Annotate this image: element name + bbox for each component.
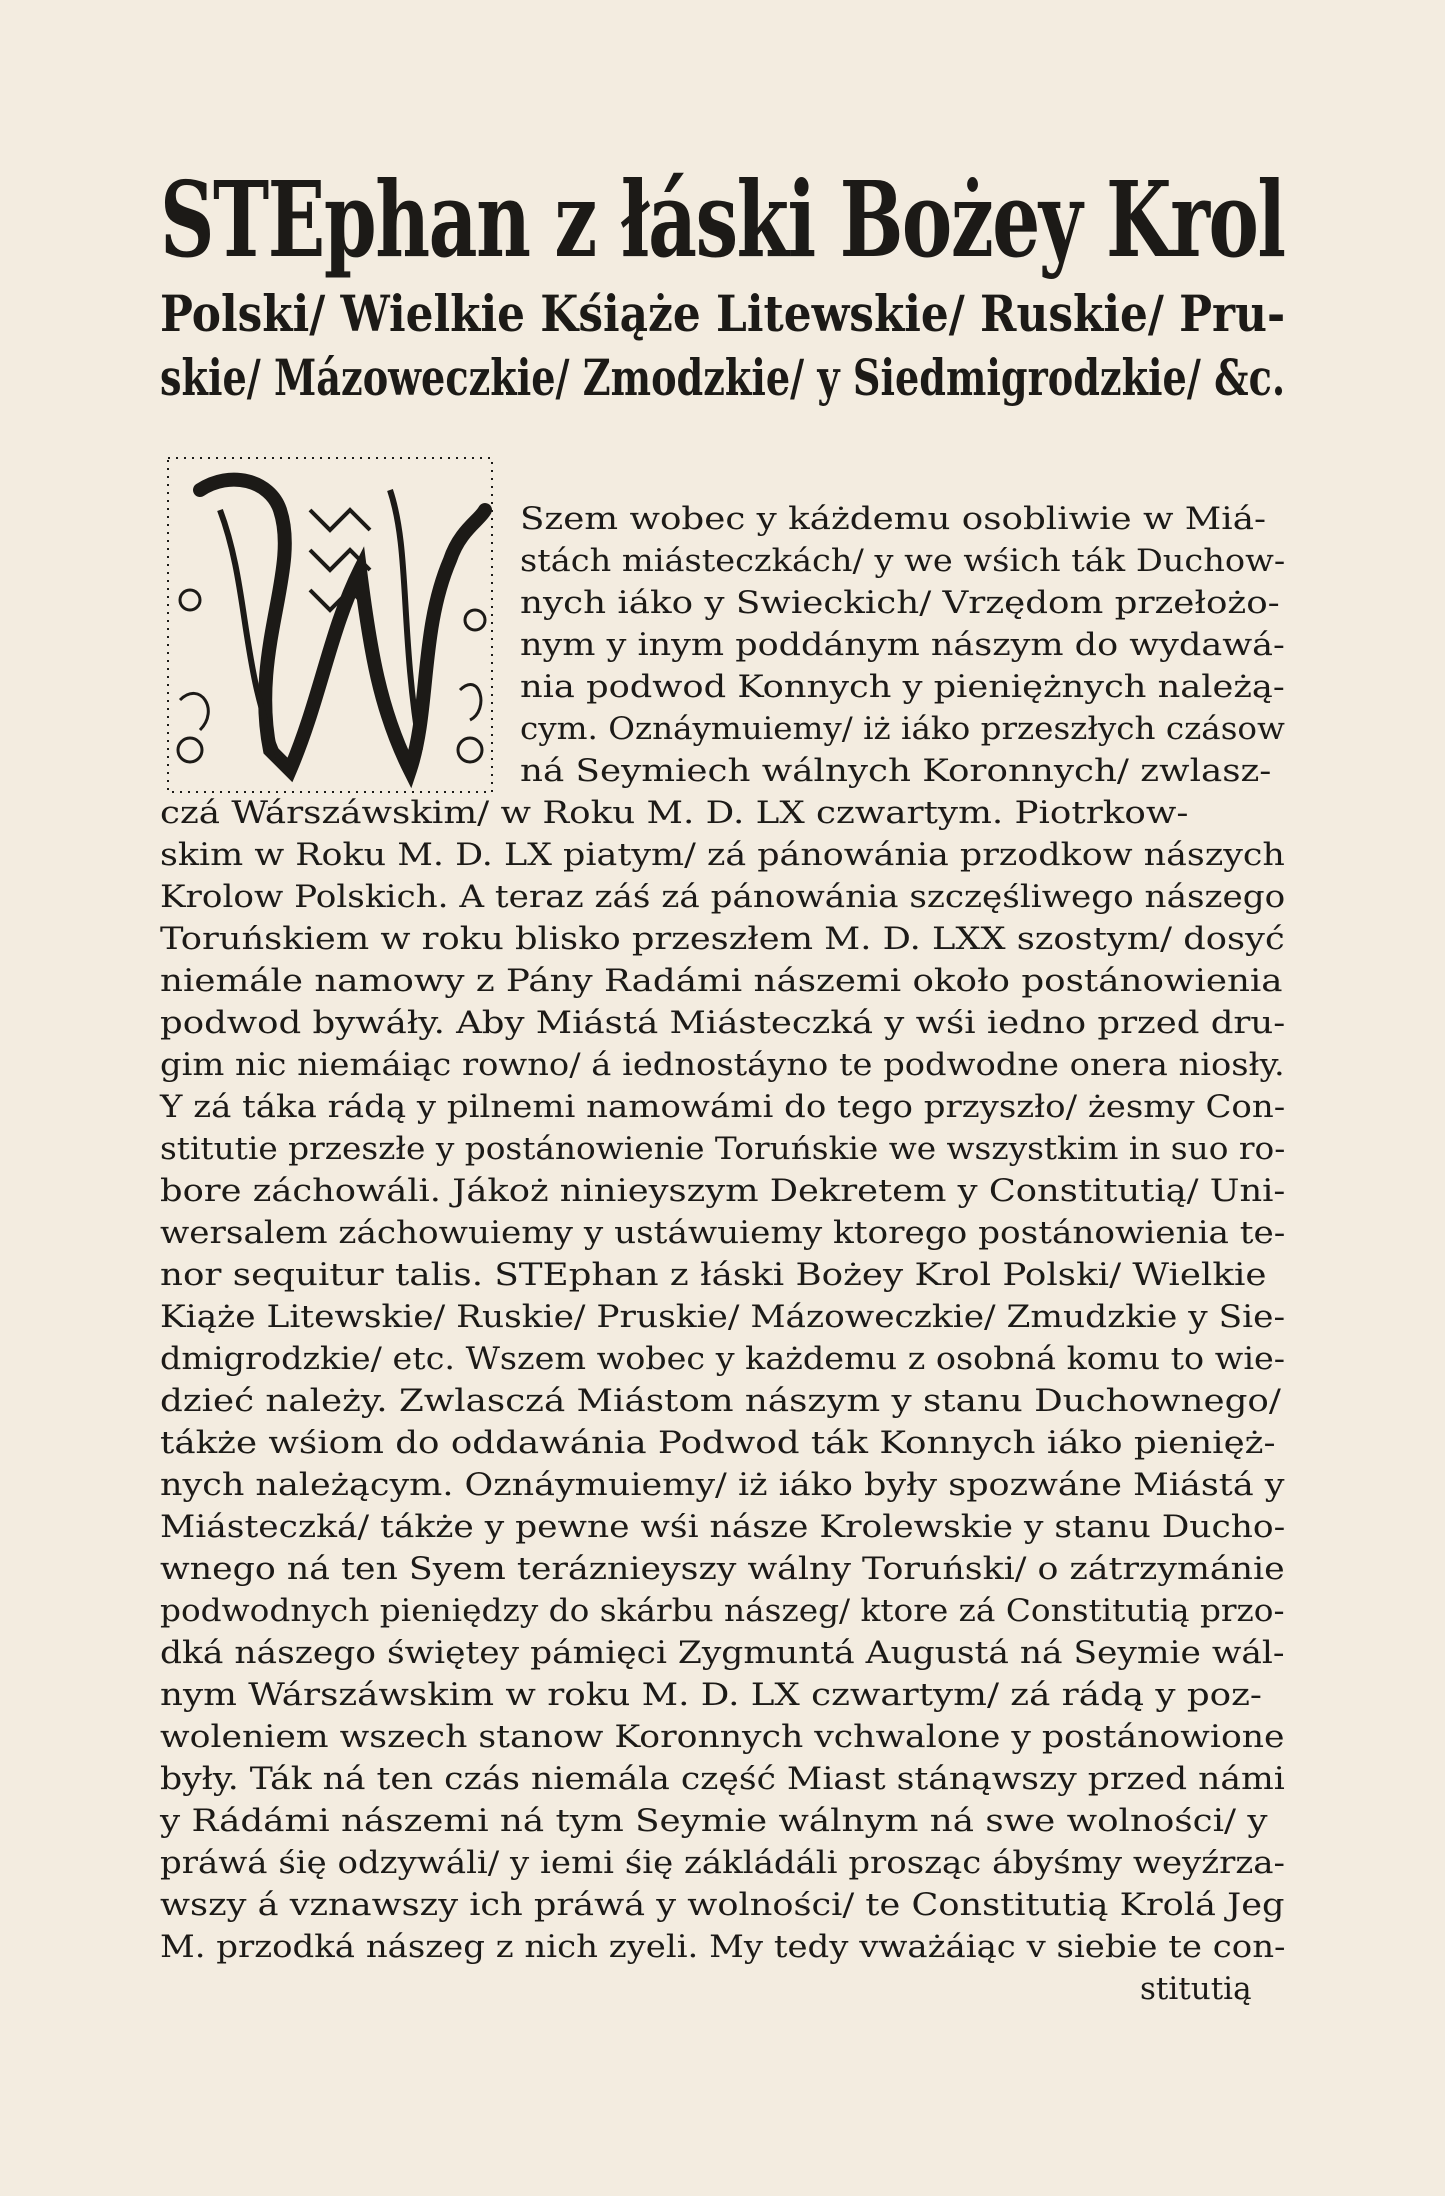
text-line: dzieć należy. Zwlasczá Miástom nászym y stanu Duchownego/ [160, 1383, 1281, 1419]
text-line: nym Wárszáwskim w roku M. D. LX czwartym/ zá rádą y poz- [160, 1677, 1262, 1713]
text-line: tákże wśiom do oddawánia Podwod ták Konnych iáko pienięż- [160, 1425, 1276, 1461]
text-line: dká nászego świętey pámięci Zygmuntá Augustá ná Seymie wál- [160, 1635, 1285, 1671]
text-line: niemále namowy z Pány Radámi nászemi około postánowienia [160, 963, 1283, 999]
text-line: y Rádámi nászemi ná tym Seymie wálnym ná swe wolności/ y [160, 1803, 1268, 1839]
catchword: stitutią [1140, 1971, 1252, 2007]
text-line: woleniem wszech stanow Koronnych vchwalone y postánowione [160, 1719, 1285, 1755]
text-line: Kiąże Litewskie/ Ruskie/ Pruskie/ Mázoweczkie/ Zmudzkie y Sie- [160, 1299, 1286, 1335]
text-line: práwá śię odzywáli/ y iemi śię zákládáli prosząc ábyśmy weyźrza- [160, 1845, 1285, 1881]
text-line: stitutie przeszłe y postánowienie Toruńskie we wszystkim in suo ro- [160, 1131, 1286, 1167]
text-line: wnego ná ten Syem teráznieyszy wálny Toruński/ o zátrzymánie [160, 1551, 1285, 1587]
text-line: Krolow Polskich. A teraz záś zá pánowánia szczęśliwego nászego [160, 879, 1286, 915]
text-line: nych iáko y Swieckich/ Vrzędom przełożo- [520, 585, 1280, 621]
text-line: stách miásteczkách/ y we wśich ták Duchow- [520, 543, 1286, 579]
text-line: nia podwod Konnych y pieniężnych należą- [520, 669, 1285, 705]
text-line: Toruńskiem w roku blisko przeszłem M. D. LXX szostym/ dosyć [160, 921, 1285, 957]
text-line: były. Ták ná ten czás niemála część Miast stánąwszy przed námi [160, 1761, 1285, 1797]
text-line: nor sequitur talis. STEphan z łáski Bożey Krol Polski/ Wielkie [160, 1257, 1267, 1293]
decorated-initial-icon [160, 450, 500, 800]
text-line: bore záchowáli. Jákoż ninieyszym Dekretem y Constitutią/ Uni- [160, 1173, 1286, 1209]
text-line: wersalem záchowuiemy y ustáwuiemy ktorego postánowienia te- [160, 1215, 1286, 1251]
text-line: czá Wárszáwskim/ w Roku M. D. LX czwartym. Piotrkow- [160, 795, 1189, 831]
text-line: Miásteczká/ tákże y pewne wśi násze Krolewskie y stanu Ducho- [160, 1509, 1286, 1545]
text-line: podwodnych pieniędzy do skárbu nászeg/ ktore zá Constitutią przo- [160, 1593, 1285, 1629]
subtitle-line-1: Polski/ Wielkie Kśiąże Litewskie/ Ruskie/ Pru- [160, 284, 1286, 343]
text-line: wszy á vznawszy ich práwá y wolności/ te Constitutią Krolá Jeg [160, 1887, 1285, 1923]
text-line: Szem wobec y káżdemu osobliwie w Miá- [520, 501, 1267, 537]
text-line: M. przodká nászeg z nich zyeli. My tedy vważáiąc v siebie te con- [160, 1929, 1286, 1965]
text-line: nym y inym poddánym nászym do wydawá- [520, 627, 1285, 663]
text-line: cym. Oznáymuiemy/ iż iáko przeszłych czásow [520, 711, 1285, 747]
text-line: podwod bywáły. Aby Miástá Miásteczká y wśi iedno przed dru- [160, 1005, 1286, 1041]
text-line: Y zá táka rádą y pilnemi namowámi do tego przyszło/ żesmy Con- [160, 1089, 1286, 1125]
page-title: STEphan z łáski Bożey Krol [160, 158, 1285, 281]
text-line: dmigrodzkie/ etc. Wszem wobec y każdemu z osobná komu to wie- [160, 1341, 1286, 1377]
text-line: nych należącym. Oznáymuiemy/ iż iáko były spozwáne Miástá y [160, 1467, 1285, 1503]
text-line: ná Seymiech wálnych Koronnych/ zwlasz- [520, 753, 1272, 789]
subtitle-line-2: skie/ Mázoweczkie/ Zmodzkie/ y Siedmigrodzkie/ &c. [160, 348, 1286, 407]
text-line: skim w Roku M. D. LX piatym/ zá pánowánia przodkow nászych [160, 837, 1285, 873]
text-line: gim nic niemáiąc rowno/ á iednostáyno te podwodne onera niosły. [160, 1047, 1285, 1083]
